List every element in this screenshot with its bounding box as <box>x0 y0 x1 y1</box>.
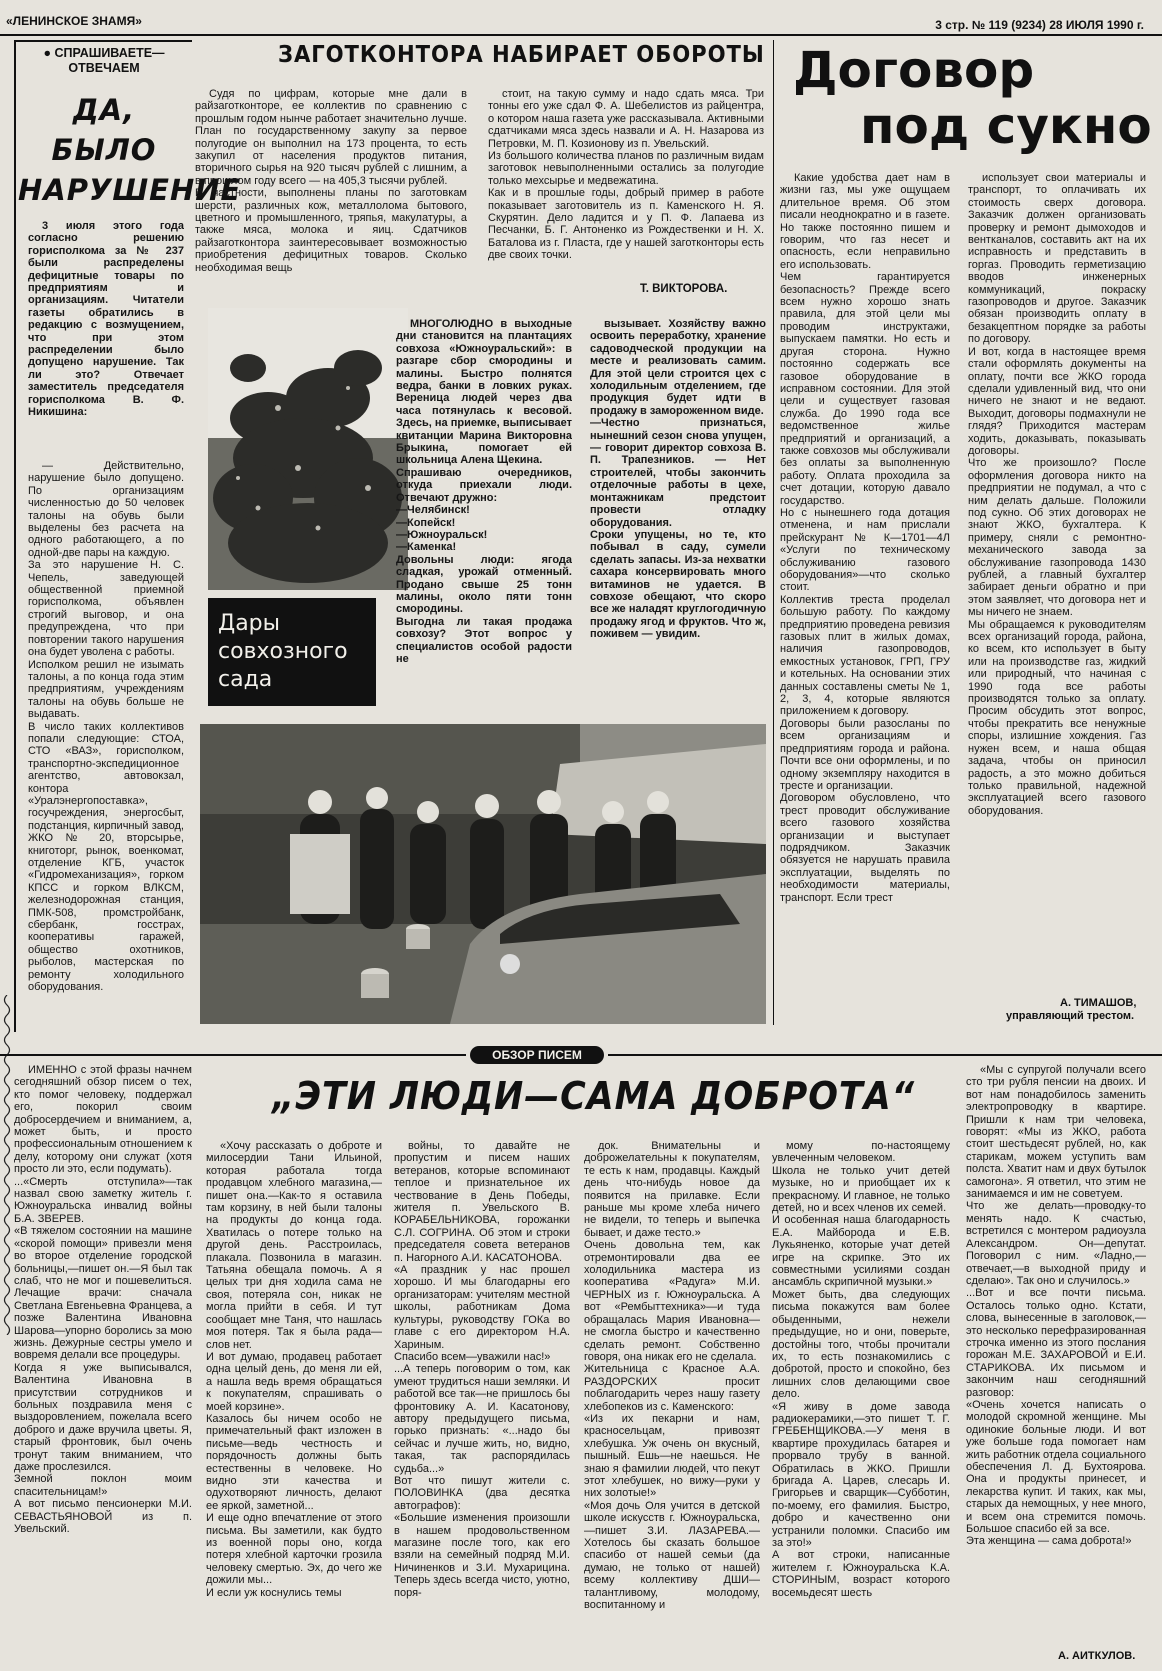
dogovor-author-role: управляющий трестом. <box>1006 1010 1135 1022</box>
dogovor-col-b: использует свои материалы и транспорт, то оплачивать их стоимость сверх договора. Заказчик должен организовать проверку и ремонт дымоходов и вентканалов, составить акт на их исправность и представить в горгаз. Проводить герметизацию вводов инженерных коммуникаций, покраску газопроводов и другое. Заказчик обязан производить оплату в безакцептном порядке за работы по договору. И вот, когда в настоящее время стали оформлять документы на оплату, почти все ЖКО города сделали удивленный вид, что они ничего не знают и не ведают. Выходит, договоры подмахнули не глядя? Приходится мастерам ходить, доказывать, показывать договоры. Что же произошло? После оформления договора никто на предприятии не подумал, а что с ним делать дальше. Положили под сукно. Об этих договорах не знают ЖКО, бухгалтера. К примеру, сняли с ремонтно-механического завода за обслуживание газопровода 1430 рублей, а главный бухгалтер забирает деньги обратно и при этом заявляет, что договора нет и мы ничего не знаем. Мы обращаемся к руководителям всех организаций города, района, ко всем, кто использует в быту или на производстве газ, жидкий или природный, что начиная с 1990 года все работы производятся только за оплату. Просим обсудить этот вопрос, чтобы прекратить все ненужные споры, излишние хождения. Газ нужен всем, и наша общая задача, чтобы он приносил радость, а это можно добиться только правильной, надежной эксплуатацией всего газового оборудования. <box>968 172 1146 817</box>
review-col-4: док. Внимательны и доброжелательны к покупателям, те есть к нам, продавцы. Каждый день что-нибудь новое да появится на прилавке. Если раньше мы кроме хлеба ничего не видели, то теперь и выпечка бывает, и даже тесто.» Очень довольна тем, как отремонтировали два ее холодильника мастера из кооператива «Радуга» М.И. ЧЕРНЫХ из г. Южноуральска. А вот «Рембыттехника»—и туда обращалась Мария Ивановна—не смогла быстро и качественно сделать ремонт. Собственно говоря, она никак его не сделала. Жительница с Красное А.А. РАЗДОРСКИХ просит поблагодарить через нашу газету хлебопеков из с. Каменского: «Из их пекарни и нам, красносельцам, привозят хлебушка. Уж очень он вкусный, пышный. Ешь—не наешься. Не знаю я фамилии людей, что пекут этот хлебушек, но вижу—руки у них золотые!» «Моя дочь Оля учится в детской школе искусств г. Южноуральска,—пишет З.И. ЛАЗАРЕВА.—Хотелось бы сказать большое спасибо от нашей семьи (да думаю, не только от нашей) всему коллективу ДШИ—талантливому, молодому, воспитанному и <box>584 1140 760 1612</box>
dogovor-col-a: Какие удобства дает нам в жизни газ, мы уже ощущаем длительное время. Об этом писали неоднократно и в газете. Но также постоянно пишем и говорим, что газ несет и опасность, если неправильно его использовать. Чем гарантируется безопасность? Прежде всего всем нужно хорошо знать правила, для этой цели мы проводим инструктажи, выпускаем памятки. Но есть и другая сторона. Нужно постоянно содержать все газовое оборудование в исправном состоянии. Для этой цели и существует газовая служба. До 1990 года все ведомственное жилье предприятий и организаций, а также совхозов мы обслуживали без оплаты за выполненную работу. Оплата проходила за счет дотации, которую давало государство. Но с нынешнего года дотация отменена, и нам прислали прейскурант № К—1701—4Л «Услуги по техническому обслуживанию газового оборудования»—что сколько стоит. Коллектив треста проделал большую работу. По каждому предприятию проведена ревизия газовых плит в жилых домах, наличия газопроводов, емкостных установок, ГРП, ГРУ и котельных. На основании этих данных составлены сметы № 1, 2, 3, 4, которые являются приложением к договору. Договоры были разосланы по всем организациям и предприятиям города и района. Почти все они оформлены, и по одному экземпляру находится в тресте и организации. Договором обусловлено, что трест проводит обслуживание всего газового хозяйства организации и выступает подрядчиком. Заказчик обязуется не нарушать правила эксплуатации, выделять по необходимости материалы, транспорт. Если трест <box>780 172 950 904</box>
vertical-rule-dogovor <box>773 40 774 1025</box>
review-rubric: ОБЗОР ПИСЕМ <box>470 1046 604 1064</box>
zag-author: Т. ВИКТОРОВА. <box>640 283 728 295</box>
sad-col-b: вызывает. Хозяйству важно освоить переработку, хранение садоводческой продукции на месте и реализовать самим. Для этой цели строится цех с холодильным отделением, где продукция будет идти в продажу в замороженном виде. —Честно признаться, нынешний сезон снова упущен, — говорит директор совхоза В. П. Трапезников. — Нет строителей, чтобы закончить отделочные работы в цехе, монтажникам предстоит провести отладку оборудования. Сроки упущены, но те, кто побывал в саду, сумели сделать запасы. Из-за нехватки сахара консервировать много витаминов не удается. В совхозе обещают, что скоро все же наладят круглогодичную продажу ягод и фруктов. Что ж, поживем — увидим. <box>590 318 766 641</box>
review-col-5: мому по-настоящему увлеченным человеком. Школа не только учит детей музыке, но и приобщает их к прекрасному. И главное, не только детей, но и всех членов их семей. И особенная наша благодарность Е.А. Майборода и Е.В. Лукьяненко, которые учат детей игре на скрипке. Это их совместными усилиями создан ансамбль скрипичной музыки.» Может быть, два следующих письма покажутся вам более обыденными, нежели предыдущие, но и они, поверьте, достойны того, чтобы прочитали их, то есть познакомились с добротой, просто и спокойно, без лишних слов делающими свое дело. «Я живу в доме завода радиокерамики,—это пишет Т. Г. ГРЕБЕНЩИКОВА.—У меня в квартире прохудилась батарея и прорвало трубу в ванной. Обратилась в ЖКО. Пришли бригада А. Царев, слесарь И. Григорьев и сварщик—Субботин, по-моему, его фамилия. Быстро, добро и качественно они устранили поломки. Спасибо им за это!» А вот строки, написанные жителем г. Южноуральска К.А. СТОРИНЫМ, возраст которого восемьдесят шесть <box>772 1140 950 1599</box>
sad-caption: Дары совхозного сада <box>218 611 348 692</box>
pickers-illustration <box>200 724 766 1024</box>
bush-illustration <box>208 308 408 590</box>
qa-rubric: ● СПРАШИВАЕТЕ— ОТВЕЧАЕМ <box>43 46 165 75</box>
wavy-separator <box>2 995 12 1335</box>
review-author: А. АИТКУЛОВ. <box>1058 1650 1136 1662</box>
dogovor-title-1: Договор <box>793 41 1035 99</box>
berry-pickers-photo <box>200 724 766 1024</box>
sad-col-a: МНОГОЛЮДНО в выходные дни становится на плантациях совхоза «Южноуральский»: в разгаре сбор смородины и малины. Быстро полнятся ведра, банки в ловких руках. Вереница людей через два часа потянулась к весовой. Здесь, на приемке, выписывает квитанции Марина Викторовна Брыкина, помогает ей школьница Алена Щекина. Спрашиваю очередников, откуда приехали люди. Отвечают дружно: —Челябинск! —Копейск! —Южноуральск! —Каменка! Довольны люди: ягода сладкая, урожай отменный. Продано свыше 25 тонн малины, около пяти тонн смородины. Выгодна ли такая продажа совхозу? Этот вопрос у специалистов особой радости не <box>396 318 572 665</box>
issue-info: 3 стр. № 119 (9234) 28 ИЮЛЯ 1990 г. <box>935 18 1144 32</box>
qa-title: ДА, БЫЛО НАРУШЕНИЕ <box>18 93 242 207</box>
review-rule-right <box>608 1054 1162 1056</box>
review-title: „ЭТИ ЛЮДИ—САМА ДОБРОТА“ <box>272 1074 916 1118</box>
berry-bush-photo <box>208 308 408 590</box>
qa-body: — Действительно, нарушение было допущено. По организациям численностью до 50 человек талоны на обувь были выделены без расчета на одного работающего, а по одной-две пары на каждую. За это нарушение Н. С. Чепель, заведующей общественной приемной горисполкома, объявлен строгий выговор, и она предупреждена, что при повторении такого нарушения она будет уволена с работы. Исполком решил не изымать талоны, а по конца года этим предприятиям, учреждениям талоны на обувь больше не выдавать. В число таких коллективов попали следующие: СТОА, СТО «ВАЗ», горисполком, транспортно-экспедиционное агентство, автовокзал, контора «Уралэнергопоставка», госучреждения, энергосбыт, подстанция, кирпичный завод, ЖКО № 20, вторсырье, книготорг, рынок, военкомат, отделение КГБ, участок «Гидромеханизация», горком КПСС и горком ВЛКСМ, железнодорожная станция, ПМК-508, промстройбанк, сбербанк, госстрах, кооперативы гаражей, общество охотников, рыболов, мастерская по ремонту холодильного оборудования. <box>28 460 184 994</box>
review-rule-left <box>0 1054 466 1056</box>
zag-col-a: Судя по цифрам, которые мне дали в райзаготконторе, ее коллектив по сравнению с прошлым годом нынче работает значительно лучше. План по государственному закупу за первое полугодие он выполнил на 173 процента, то есть закупил от населения продуктов питания, вторичного сырья на 920 тысяч рублей с лишним, а в прошлом году всего — на 405,3 тысячи рублей. В частности, выполнены планы по заготовкам шерсти, различных кож, металлолома бытового, цветного и промышленного, тряпья, макулатуры, а также мяса, молока и яиц. Сдатчиков райзаготконтора заинтересовывает возможностью приобретения дефицитных товаров. Сколько необходимая вещь <box>195 88 467 274</box>
zag-title: ЗАГОТКОНТОРА НАБИРАЕТ ОБОРОТЫ <box>278 42 765 68</box>
header-rule <box>0 34 1162 36</box>
review-col-3: войны, то давайте не пропустим и писем наших ветеранов, которые вспоминают теплое и признательное их чествование в День Победы, жителя п. Увельского В. КОРАБЕЛЬНИКОВА, горожанки С.Л. СОГРИНА. Об этом и строки председателя совета ветеранов п. Нагорного А.И. КАСАТОНОВА. «А праздник у нас прошел хорошо. И мы благодарны его организаторам: учителям местной школы, работникам Дома культуры, руководству ГОКа во главе с его директором Н.А. Хариным. Спасибо всем—уважили нас!» ...А теперь поговорим о том, как умеют трудиться наши земляки. И работой все так—не пришлось бы фронтовику А. И. Касатонову, автору предыдущего письма, горько признать: «...надо бы сейчас и лучше жить, но, видно, такая, так распорядилась судьба...» Вот что пишут жители с. ПОЛОВИНКА (два десятка автографов): «Большие изменения произошли в нашем продовольственном магазине после того, как его взяли на семейный подряд М.И. Ничиненков и З.И. Мухарицина. Теперь здесь всегда чисто, уютно, поря- <box>394 1140 570 1599</box>
qa-box <box>14 40 242 1032</box>
review-col-6: «Мы с супругой получали всего сто три рубля пенсии на двоих. И вот нам понадобилось заменить электропроводку в квартире. Пришли к нам три человека, говорят: «Мы из ЖКО, работа стоит шестьдесят рублей, но, как старикам, можем уступить вам полста. Хватит нам и двух бутылок самогона». Я ответил, что этим не занимаемся и им не советуем. Что же делать—проводку-то менять надо. К счастью, встретился с монтером радиоузла Александром. Он—депутат. Поговорил с ним. «Ладно,—отвечает,—в выходной приду и сделаю». Так оно и случилось.» ...Вот и все почти письма. Осталось только одно. Кстати, слова, вынесенные в заголовок,—это несколько перефразированная строчка именно из этого послания горожан М.Е. ЗАХАРОВОЙ и Е.И. СТАРИКОВА. Их письмом и закончим наш сегодняшний разговор: «Очень хочется написать о молодой скромной женщине. Мы одинокие больные люди. И вот уже больше года помогает нам жить работник отдела социального обеспечения Л. Д. Бухтоярова. Она и продукты принесет, и лекарства купит. И таких, как мы, старых да немощных, у нее много, и всем она стремится помочь. Большое спасибо ей за все. Эта женщина — сама доброта!» <box>966 1064 1146 1548</box>
dogovor-author: А. ТИМАШОВ, <box>1060 997 1137 1009</box>
review-col-2: «Хочу рассказать о доброте и милосердии Тани Ильиной, которая работала тогда продавцом хлебного магазина,—пишет она.—Как-то я оставила там корзину, в ней были талоны на продукты до конца года. Хватилась о потере только на другой день. Расстроилась, плакала. Позвонила в магазин. Татьяна обещала помочь. А я целых три дня ходила сама не своя, потеряла сон, никак не могла прийти в себя. И тут сообщает мне Таня, что нашлась моя потеря. Так я была рада—слов нет. И вот думаю, продавец работает одна целый день, до меня ли ей, а нашла ведь время обращаться к покупателям, спрашивать о моей корзине». Казалось бы ничем особо не примечательный факт изложен в письме—ведь честность и порядочность должны быть естественны в человеке. Но видно эти качества и одухотворяют личность, делают ее яркой, заметной... И еще одно впечатление от этого письма. Вы заметили, как будто из военной поры оно, когда потеря хлебной карточки грозила человеку смертью. Эх, до чего же дожили мы... И если уж коснулись темы <box>206 1140 382 1599</box>
sad-caption-box <box>208 598 376 706</box>
dogovor-title-2: под сукно <box>860 97 1152 155</box>
newspaper-name: «ЛЕНИНСКОЕ ЗНАМЯ» <box>6 14 142 28</box>
review-col-1: ИМЕННО с этой фразы начнем сегодняшний обзор писем о тех, кто помог человеку, поддержал его, покорил своим добросердечием и вниманием, а, может быть, и просто профессиональным отношением к делу, которому они служат (хотя просто ли это, если подумать). ...«Смерть отступила»—так назвал свою заметку житель г. Южноуральска инвалид войны Б.А. ЗВЕРЕВ. «В тяжелом состоянии на машине «скорой помощи» привезли меня во второе отделение городской больницы,—пишет он.—Я был так слаб, что не мог и пошевелиться. Лечащие врачи: сначала Светлана Евгеньевна Францева, а позже Валентина Ивановна Шарова—упорно боролись за мою жизнь. Дежурные сестры умело и вовремя делали все процедуры. Когда я уже выписывался, Валентина Ивановна в присутствии сотрудников и больных поздравила меня с выздоровлением, пожелала всего доброго и даже вручила цветы. Я, старый фронтовик, был очень тронут таким вниманием, что даже прослезился. Земной поклон моим спасительницам!» А вот письмо пенсионерки М.И. СЕВАСТЬЯНОВОЙ из п. Увельский. <box>14 1064 192 1536</box>
qa-lead: 3 июля этого года согласно решению горисполкома за № 237 были распределены дефицитные товары по предприятиям и организациям. Читатели газеты обратились в редакцию с возмущением, что при этом распределении было допущено нарушение. Так ли это? Отвечает заместитель председателя горисполкома В. Ф. Никишина: <box>28 220 184 419</box>
zag-col-b: стоит, на такую сумму и надо сдать мяса. Три тонны его уже сдал Ф. А. Шебелистов из райцентра, о котором наша газета уже рассказывала. Активными сдатчиками мяса здесь назвали и А. Н. Назарова из Петровки, М. П. Козионову из п. Увельский. Из большого количества планов по различным видам заготовок невыполненными остались за полугодие только мехсырье и медвежатина. Как и в прошлые годы, добрый пример в работе показывает заготовитель из п. Каменского Н. Я. Скурятин. Дело ладится и у П. Ф. Лапаева из Песчанки, Б. Г. Антоненко из Рождественки и Н. Х. Баталова из г. Пласта, где у нашей заготконторы есть две своих точки. <box>488 88 764 262</box>
